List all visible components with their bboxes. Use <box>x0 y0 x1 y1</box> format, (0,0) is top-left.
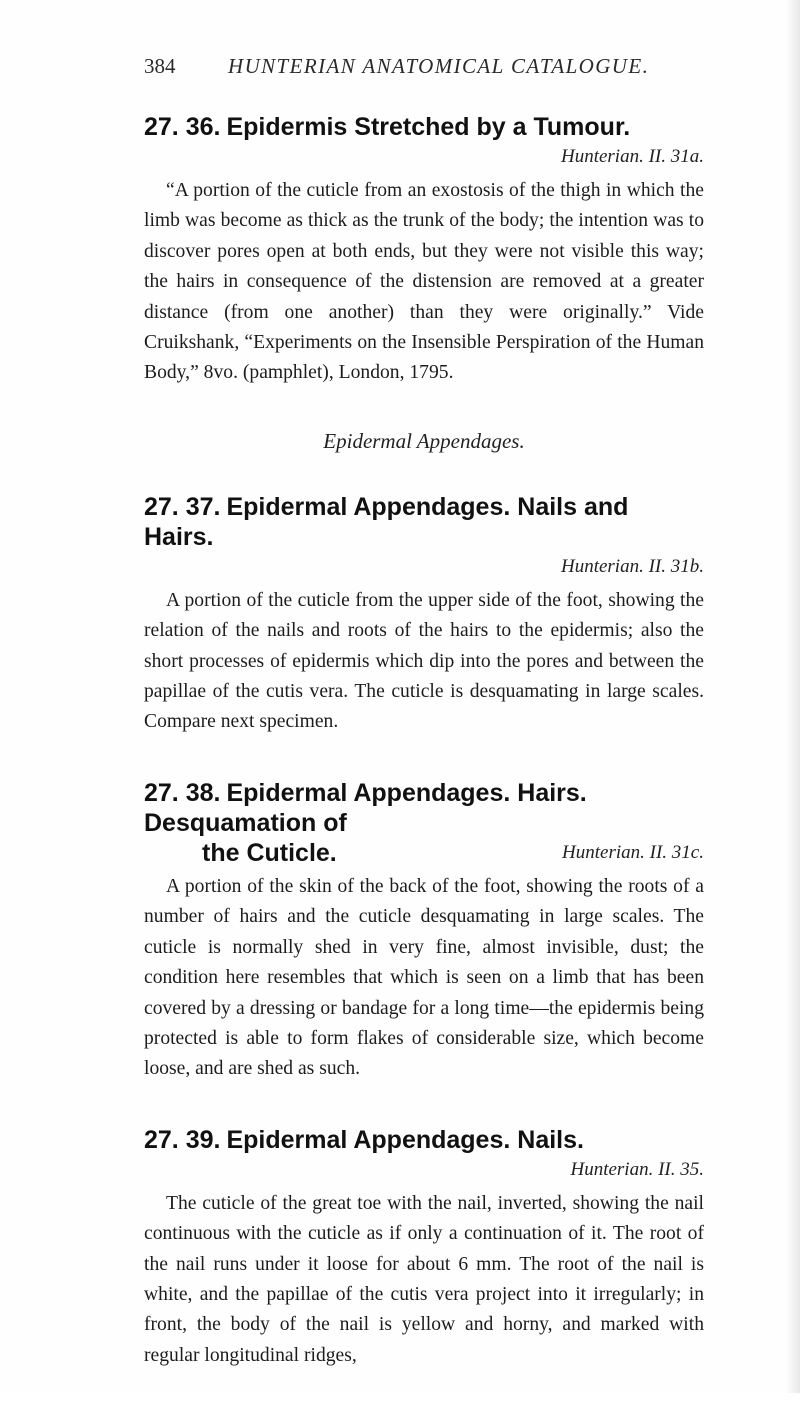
page-edge-shadow <box>786 0 800 1393</box>
catalogue-entry-27-39 <box>144 1125 704 1371</box>
catalogue-entry-27-38 <box>144 778 704 1085</box>
entry-reference-line <box>144 142 704 172</box>
entry-title-text: Epidermal Appendages. Nails. <box>226 1125 584 1154</box>
section-heading: Epidermal Appendages. <box>323 428 525 453</box>
entry-description: A portion of the cuticle from the upper side of the foot, showing the relation of the nails and roots of the hairs to the epidermis; also the short processes of epidermis which dip into the pores and between the papillae of the cutis vera. The cuticle is desquamating in large scales. Compare next specimen. <box>144 589 704 733</box>
entry-number: 27. 36. <box>144 113 221 141</box>
page-content <box>144 112 704 1411</box>
entry-description: The cuticle of the great toe with the nail, inverted, showing the nail continuous with the cuticle as if only a continuation of it. The root of the nail runs under it loose for about 6 mm. The root of the nail is white, and the papillae of the cutis vera project into it irregularly; in front, the body of the nail is yellow and horny, and marked with regular longitudinal ridges, <box>144 1192 704 1366</box>
entry-title-text: Epidermal Appendages. Nails and Hairs. <box>144 492 629 551</box>
entry-reference-line <box>144 552 704 582</box>
entry-number: 27. 39. <box>144 1125 221 1154</box>
running-head <box>144 54 704 84</box>
catalogue-entry-27-36 <box>144 112 704 389</box>
entry-title-text: Epidermal Appendages. Hairs. Desquamation of <box>144 778 587 837</box>
entry-title <box>144 492 704 552</box>
running-title: HUNTERIAN ANATOMICAL CATALOGUE. <box>228 54 650 78</box>
entry-title-text: Epidermis Stretched by a Tumour. <box>226 113 631 141</box>
entry-title <box>144 1125 704 1185</box>
catalogue-entry-27-37 <box>144 492 704 738</box>
entry-title-text-line2: the Cuticle. <box>202 838 337 867</box>
entry-number: 27. 37. <box>144 492 221 521</box>
entry-description: “A portion of the cuticle from an exostosis of the thigh in which the limb was become as thick as the trunk of the body; the intention was to discover pores open at both ends, but they were not visible this way; the hairs in consequence of the distension are removed at a greater distance (from one another) than they were originally.” Vide Cruikshank, “Experiments on the Insensible Perspiration of the Human Body,” 8vo. (pamphlet), London, 1795. <box>144 180 704 384</box>
entry-reference: Hunterian. II. 31b. <box>560 555 704 577</box>
entry-reference: Hunterian. II. 31c. <box>562 841 704 863</box>
entry-title <box>144 778 704 838</box>
entry-description: A portion of the skin of the back of the foot, showing the roots of a number of hairs and the cuticle desquamating in large scales. The cuticle is normally shed in very fine, almost invisible, dust; the condition here resembles that which is seen on a limb that has been covered by a dressing or bandage for a long time—the epidermis being protected is able to form flakes of considerable size, which become loose, and are shed as such. <box>144 875 704 1080</box>
entry-reference: Hunterian. II. 35. <box>570 1158 704 1180</box>
entry-reference: Hunterian. II. 31a. <box>560 146 704 167</box>
page-number: 384 <box>144 54 176 78</box>
entry-number: 27. 38. <box>144 778 221 807</box>
entry-title-continued <box>144 838 704 868</box>
entry-title <box>144 112 704 142</box>
